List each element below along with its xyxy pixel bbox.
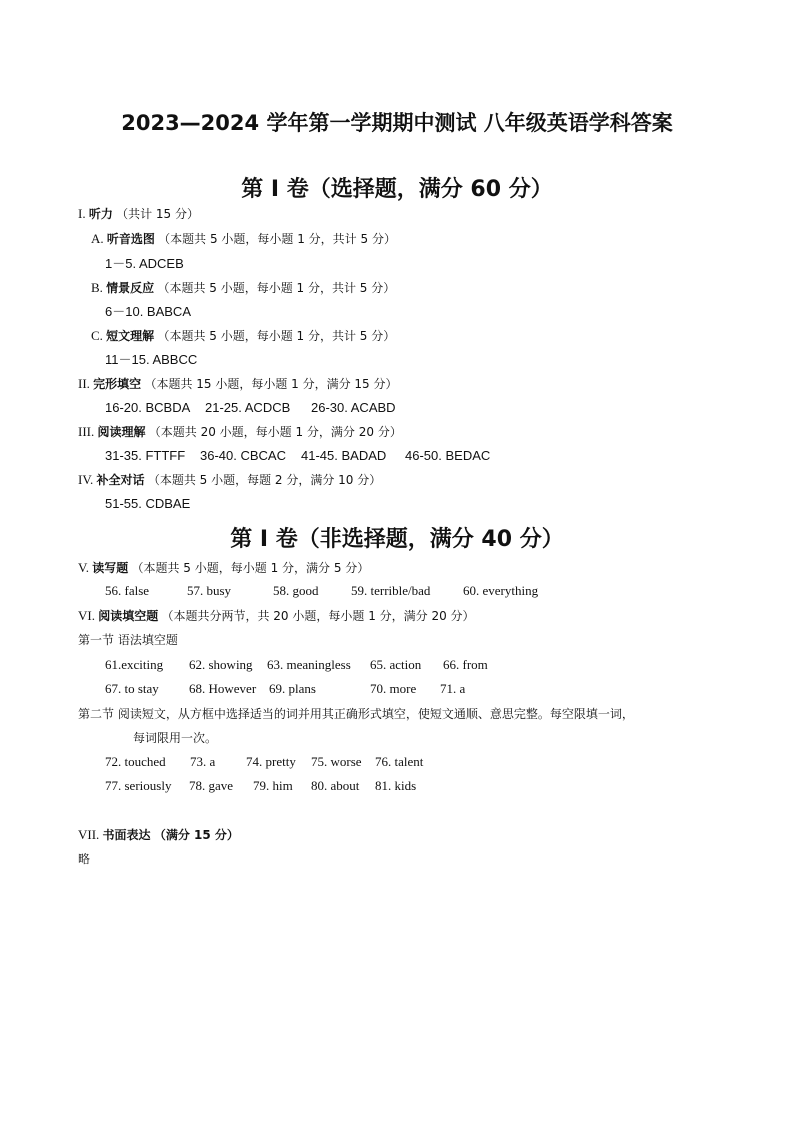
section-vi-note: （本题共分两节，共 20 小题，每小题 1 分，满分 20 分） — [161, 609, 475, 623]
section-b-note: （本题共 5 小题，每小题 1 分，共计 5 分） — [157, 281, 396, 295]
section-c-name: 短文理解 — [106, 329, 155, 343]
answer-item: 70. more — [370, 681, 417, 696]
answer-item: 79. him — [253, 778, 293, 793]
section-vii-answer: 略 — [78, 852, 91, 866]
answer-item: 68. However — [189, 681, 257, 696]
answer-item: 67. to stay — [105, 681, 159, 696]
section-iv-number: IV. — [78, 472, 94, 487]
section-ii-number: II. — [78, 376, 90, 391]
section-i-name: 听力 — [88, 207, 113, 221]
subsection-2-row-1 — [105, 754, 423, 770]
section-iv-name: 补全对话 — [96, 473, 145, 487]
subsection-1-name: 语法填空题 — [117, 633, 178, 647]
answer-item: 69. plans — [269, 681, 316, 696]
section-v-note: （本题共 5 小题，每小题 1 分，满分 5 分） — [131, 561, 370, 575]
section-a-heading — [91, 231, 396, 247]
section-a-name: 听音选图 — [106, 232, 155, 246]
answer-item: 58. good — [273, 583, 319, 598]
section-iv-answer: 51-55. CDBAE — [105, 496, 191, 511]
answer-item: 80. about — [311, 778, 360, 793]
section-i-number: I. — [78, 206, 86, 221]
section-iv-heading — [78, 472, 381, 488]
answer-group: 36-40. CBCAC — [200, 448, 286, 463]
section-vi-name: 阅读填空题 — [98, 609, 159, 623]
section-vi-heading — [78, 608, 475, 624]
section-v-number: V. — [78, 560, 89, 575]
answer-item: 74. pretty — [246, 754, 296, 769]
section-ii-name: 完形填空 — [93, 377, 142, 391]
answer-item: 78. gave — [189, 778, 234, 793]
section-vii-heading — [78, 827, 239, 843]
section-iii-number: III. — [78, 424, 95, 439]
section-vii-number: VII. — [78, 827, 100, 842]
answer-item: 75. worse — [311, 754, 362, 769]
section-b-number: B. — [91, 280, 103, 295]
subsection-1-row-1 — [105, 657, 488, 673]
section-v-answers — [105, 583, 538, 599]
subsection-1-row-2 — [105, 681, 465, 697]
answer-group: 46-50. BEDAC — [405, 448, 491, 463]
section-i-note: （共计 15 分） — [116, 207, 200, 221]
section-iii-heading — [78, 424, 402, 440]
part2-title: 第 I 卷（非选择题，满分 40 分） — [230, 527, 564, 552]
answer-item: 56. false — [105, 583, 150, 598]
section-v-heading — [78, 560, 369, 576]
answer-item: 76. talent — [375, 754, 424, 769]
answer-item: 57. busy — [187, 583, 232, 598]
answer-item: 62. showing — [189, 657, 253, 672]
section-a-note: （本题共 5 小题，每小题 1 分，共计 5 分） — [158, 232, 396, 246]
subsection-1-heading — [78, 632, 178, 648]
section-vii-note: （满分 15 分） — [153, 828, 239, 842]
answer-group: 31-35. FTTFF — [105, 448, 186, 463]
subsection-2-label: 第二节 — [78, 707, 115, 721]
section-c-number: C. — [91, 328, 103, 343]
answer-item: 61.exciting — [105, 657, 164, 672]
answer-item: 66. from — [443, 657, 488, 672]
answer-item: 65. action — [370, 657, 422, 672]
subsection-2-row-2 — [105, 778, 416, 794]
section-iii-answers — [105, 448, 490, 464]
answer-item: 73. a — [190, 754, 216, 769]
section-vi-number: VI. — [78, 608, 95, 623]
answer-item: 71. a — [440, 681, 466, 696]
answer-group: 41-45. BADAD — [301, 448, 387, 463]
section-iii-note: （本题共 20 小题，每小题 1 分，满分 20 分） — [148, 425, 402, 439]
section-b-heading — [91, 280, 395, 296]
subsection-2-instruction: 阅读短文，从方框中选择适当的词并用其正确形式填空，使短文通顺、意思完整。每空限填一词， — [117, 707, 634, 721]
subsection-2-instruction-cont: 每词限用一次。 — [133, 731, 218, 745]
answer-item: 77. seriously — [105, 778, 172, 793]
section-ii-heading — [78, 376, 398, 392]
section-c-answer: 11－15. ABBCC — [105, 352, 198, 367]
section-c-heading — [91, 328, 395, 344]
answer-item: 60. everything — [463, 583, 539, 598]
page-title: 2023—2024 学年第一学期期中测试 八年级英语学科答案 — [121, 111, 673, 135]
section-i-heading — [78, 206, 199, 222]
subsection-2-heading — [78, 706, 634, 722]
section-v-name: 读写题 — [92, 561, 129, 575]
section-b-answer: 6－10. BABCA — [105, 304, 191, 319]
section-c-note: （本题共 5 小题，每小题 1 分，共计 5 分） — [157, 329, 396, 343]
section-a-answer: 1－5. ADCEB — [105, 256, 184, 271]
part1-title: 第 I 卷（选择题，满分 60 分） — [241, 177, 553, 202]
answer-item: 63. meaningless — [267, 657, 351, 672]
answer-item: 72. touched — [105, 754, 166, 769]
answer-item: 81. kids — [375, 778, 417, 793]
section-iv-note: （本题共 5 小题，每题 2 分，满分 10 分） — [147, 473, 382, 487]
section-vii-name: 书面表达 — [102, 828, 151, 842]
section-ii-note: （本题共 15 小题，每小题 1 分，满分 15 分） — [144, 377, 398, 391]
answer-item: 59. terrible/bad — [351, 583, 431, 598]
section-a-number: A. — [91, 231, 104, 246]
answer-group: 21-25. ACDCB — [205, 400, 291, 415]
section-ii-answers — [105, 400, 396, 416]
subsection-1-label: 第一节 — [78, 633, 115, 647]
section-b-name: 情景反应 — [106, 281, 155, 295]
answer-group: 16-20. BCBDA — [105, 400, 191, 415]
answer-group: 26-30. ACABD — [311, 400, 396, 415]
section-iii-name: 阅读理解 — [97, 425, 146, 439]
